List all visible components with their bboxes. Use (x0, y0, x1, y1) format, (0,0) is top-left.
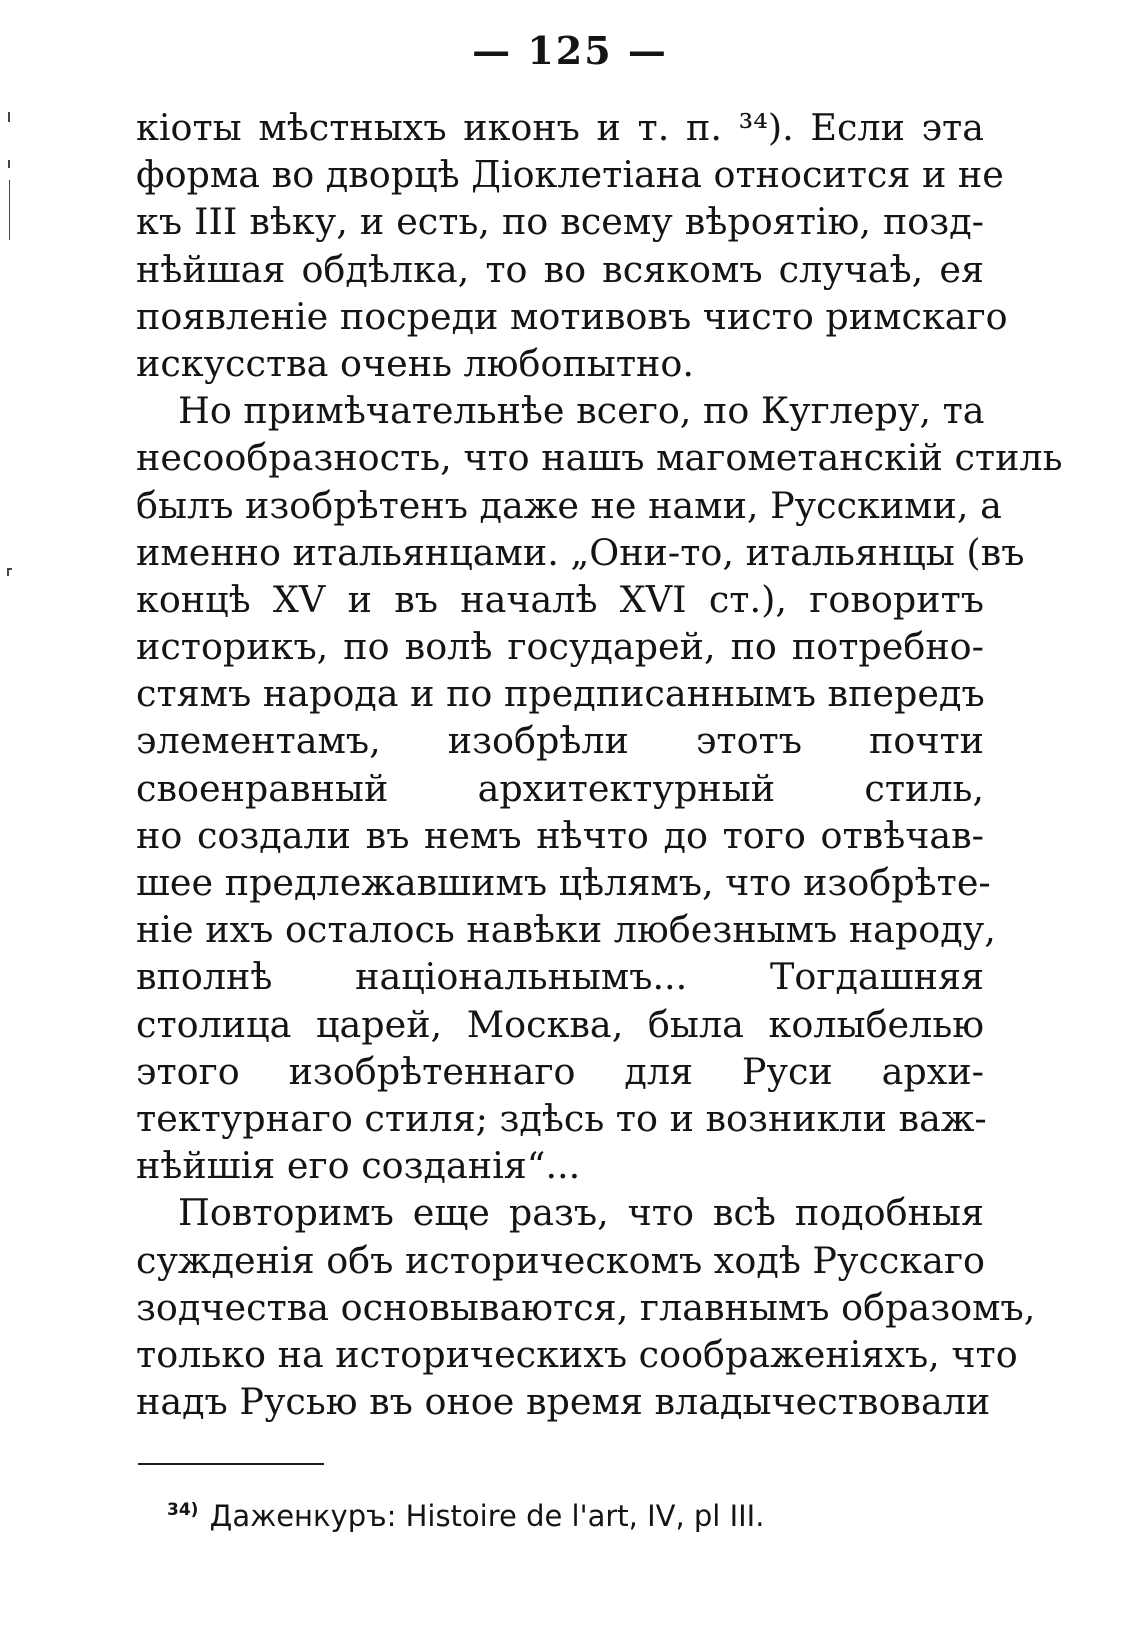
text-line: появленіе посреди мотивовъ чисто римскаго (136, 294, 1008, 338)
text-line: кіоты мѣстныхъ иконъ и т. п. ³⁴). Если эта (136, 106, 984, 149)
footnote-divider (138, 1463, 324, 1465)
text-line: нѣйшая обдѣлка, то во всякомъ случаѣ, ея (136, 247, 984, 291)
text-line: къ III вѣку, и есть, по всему вѣроятію, позд- (136, 200, 984, 244)
text-line: ніе ихъ осталось навѣки любезнымъ народу, (136, 908, 996, 952)
text-line: зодчества основываются, главнымъ образомъ, (136, 1285, 1036, 1329)
text-line: своенравный архитектурный стиль, (136, 766, 984, 810)
text-line: сужденія объ историческомъ ходѣ Русскаго (136, 1238, 986, 1282)
text-line: нѣйшія его созданія“... (136, 1144, 581, 1188)
scan-mark (7, 568, 9, 576)
text-line: форма во дворцѣ Діоклетіана относится и не (136, 153, 1004, 197)
text-line: историкъ, по волѣ государей, по потребно- (136, 625, 984, 669)
text-line: надъ Русью въ оное время владычествовали (136, 1380, 991, 1424)
text-line: только на историческихъ соображеніяхъ, что (136, 1332, 1018, 1376)
text-line: тектурнаго стиля; здѣсь то и возникли важ- (136, 1096, 987, 1140)
text-line: этого изобрѣтеннаго для Руси архи- (136, 1049, 984, 1093)
paragraph-1 (136, 104, 1008, 387)
text-line: былъ изобрѣтенъ даже не нами, Русскими, а (136, 483, 1002, 527)
text-line: Но примѣчательнѣе всего, по Куглеру, та (178, 389, 985, 433)
text-line: но создали въ немъ нѣчто до того отвѣчав- (136, 813, 984, 857)
page-number: — 125 — (472, 28, 668, 73)
text-line: концѣ XV и въ началѣ XVI ст.), говоритъ (136, 577, 984, 621)
body-text (136, 104, 1063, 1425)
footnote-text: Даженкуръ: Histoire de l'art, IV, pl III. (209, 1499, 765, 1533)
footnote (167, 1490, 764, 1536)
paragraph-2 (136, 387, 1063, 1189)
paragraph-3 (136, 1189, 1036, 1425)
text-line: столица царей, Москва, была колыбелью (136, 1002, 984, 1046)
text-line: несообразность, что нашъ магометанскій стиль (136, 436, 1063, 480)
text-line: искусства очень любопытно. (136, 341, 694, 385)
scan-mark (8, 112, 10, 122)
scan-mark (9, 180, 10, 240)
scan-mark (8, 160, 10, 168)
text-line: Повторимъ еще разъ, что всѣ подобныя (178, 1191, 984, 1235)
footnote-marker: 34) (167, 1500, 199, 1520)
text-line: стямъ народа и по предписаннымъ впередъ (136, 672, 985, 716)
text-line: шее предлежавшимъ цѣлямъ, что изобрѣте- (136, 861, 991, 904)
text-line: вполнѣ національнымъ... Тогдашняя (136, 955, 984, 999)
text-line: именно итальянцами. „Они-то, итальянцы (въ (136, 530, 1025, 574)
text-line: элементамъ, изобрѣли этотъ почти (136, 719, 984, 763)
